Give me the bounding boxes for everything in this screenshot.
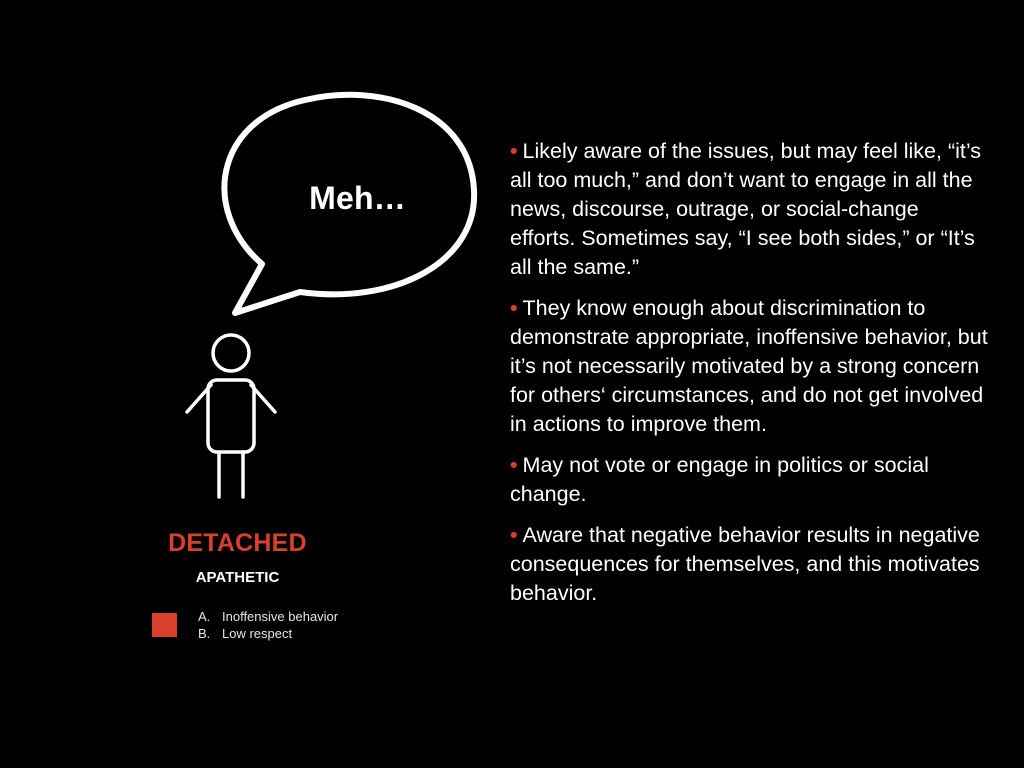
person-icon [187, 335, 275, 497]
bullet-dot: • [510, 523, 518, 547]
persona-subtitle: APATHETIC [195, 569, 280, 586]
legend-item-label: Inoffensive behavior [222, 609, 339, 624]
person-body [208, 380, 254, 452]
persona-title: DETACHED [168, 529, 307, 557]
bullet-item [510, 137, 990, 282]
bullet-item [510, 294, 990, 439]
speech-bubble-text: Meh… [309, 180, 406, 216]
person-head [213, 335, 249, 371]
bullet-dot: • [510, 453, 518, 477]
bullet-text: May not vote or engage in politics or social change. [510, 453, 929, 506]
bullet-list [510, 137, 990, 620]
bullet-text: They know enough about discrimination to demonstrate appropriate, inoffensive behavior, but it’s not necessarily motivated by a strong concern for others‘ circumstances, and do not get involved in actions to improve them. [510, 296, 988, 436]
legend-item [198, 626, 338, 643]
bullet-item [510, 521, 990, 608]
legend-item-marker: B. [198, 625, 211, 641]
bullet-dot: • [510, 296, 518, 320]
bullet-dot: • [510, 139, 518, 163]
legend-list [198, 609, 338, 642]
legend-item [198, 609, 338, 626]
legend-item-marker: A. [198, 609, 211, 624]
legend-item-label: Low respect [222, 625, 293, 641]
bullet-text: Likely aware of the issues, but may feel like, “it’s all too much,” and don’t want to engage in all the news, discourse, outrage, or social-change efforts. Sometimes say, “I see both sides,” or “It’s all the same.” [510, 139, 982, 279]
bullet-item [510, 451, 990, 509]
bullet-text: Aware that negative behavior results in negative consequences for themselves, and this motivates behavior. [510, 523, 980, 605]
legend-swatch [152, 613, 177, 637]
